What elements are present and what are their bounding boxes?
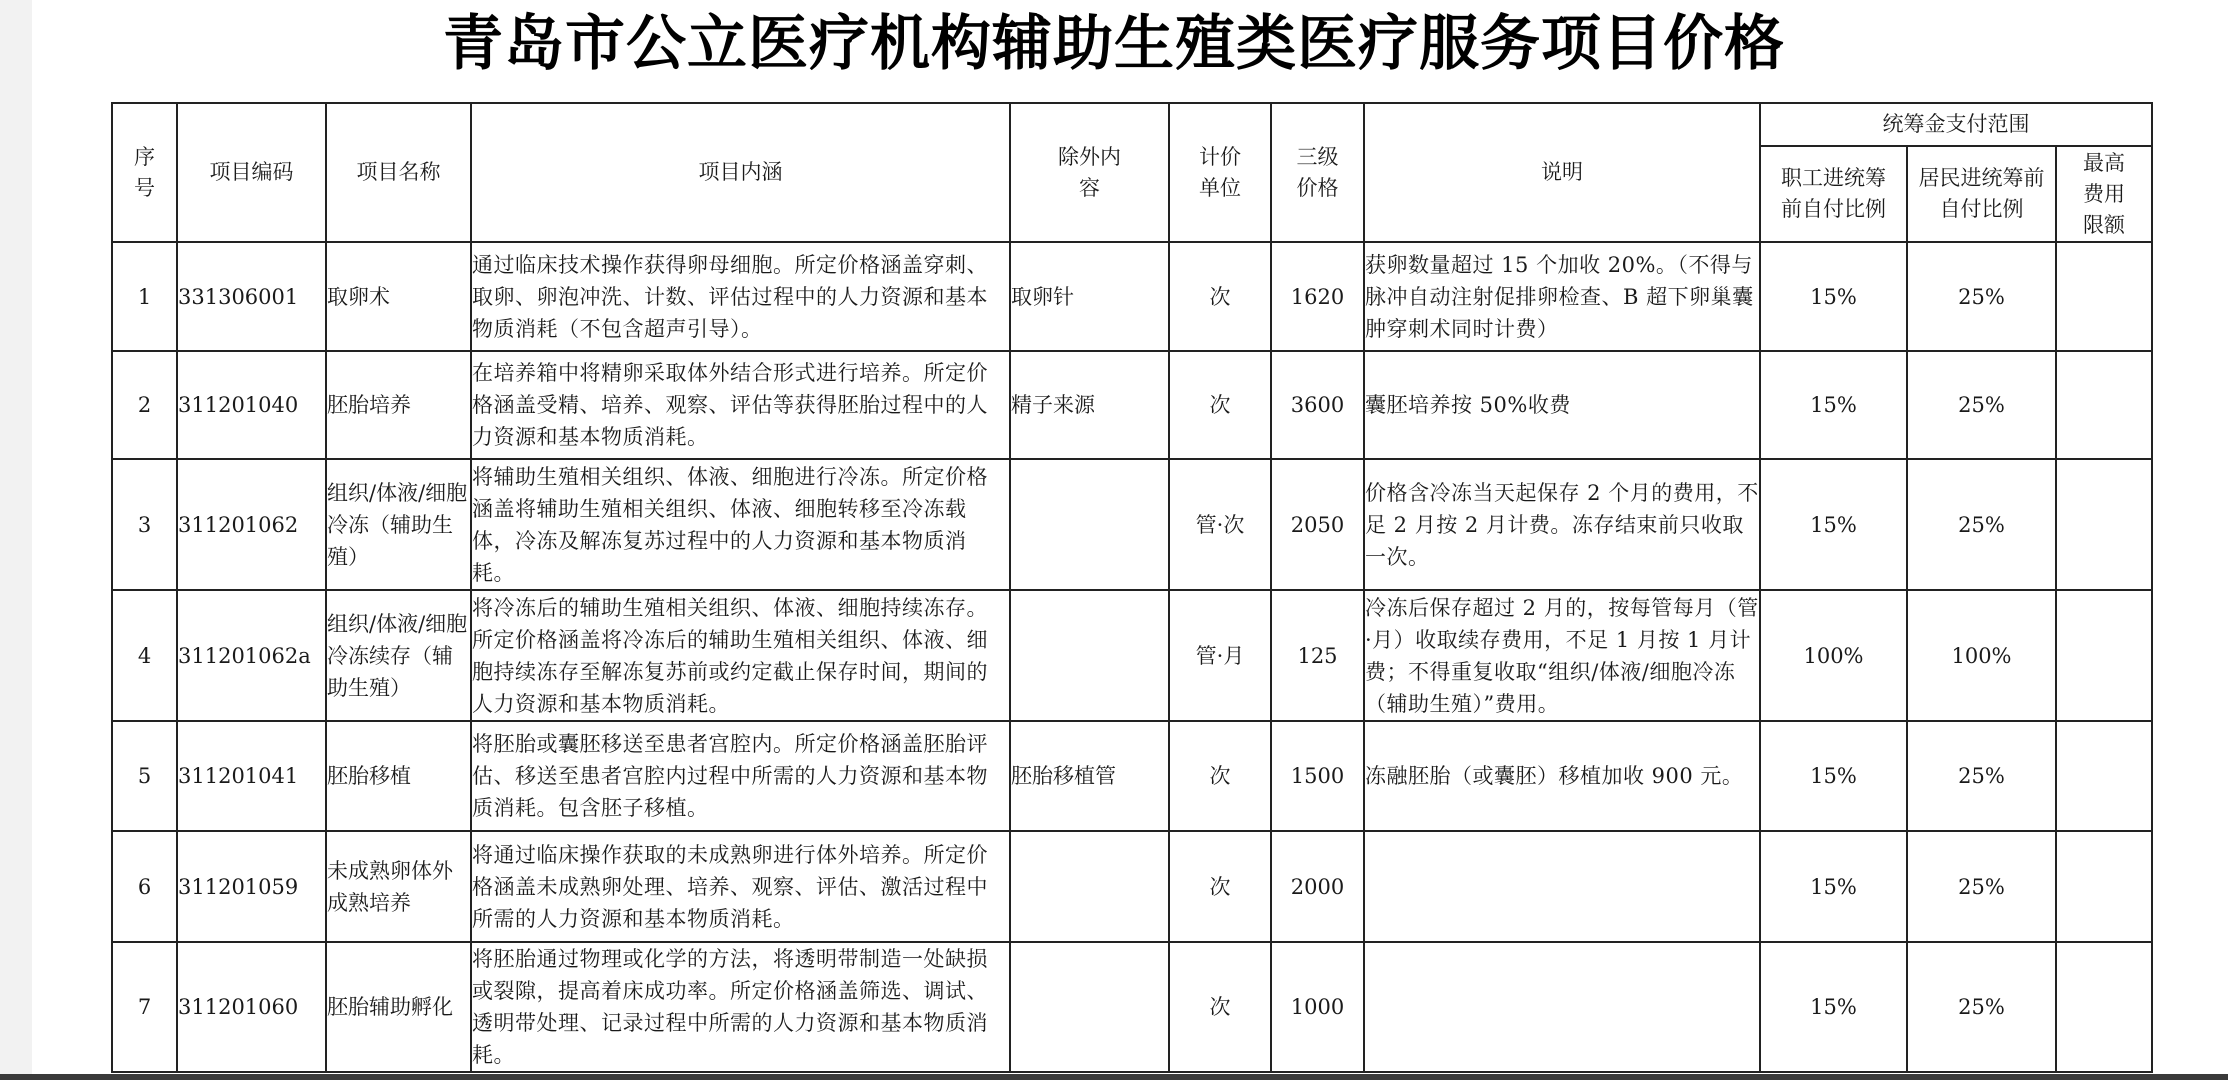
cell-unit: 次	[1169, 242, 1271, 351]
cell-code: 311201040	[177, 351, 326, 459]
cell-name: 胚胎移植	[326, 721, 471, 831]
cell-excluded	[1010, 831, 1169, 942]
cell-price: 1500	[1271, 721, 1364, 831]
cell-notes: 囊胚培养按 50%收费	[1364, 351, 1760, 459]
header-excluded: 除外内容	[1010, 103, 1169, 242]
cell-max-limit	[2056, 721, 2152, 831]
cell-max-limit	[2056, 590, 2152, 721]
cell-max-limit	[2056, 242, 2152, 351]
cell-seq: 7	[112, 942, 177, 1072]
cell-seq: 1	[112, 242, 177, 351]
cell-price: 2000	[1271, 831, 1364, 942]
cell-seq: 2	[112, 351, 177, 459]
cell-notes	[1364, 831, 1760, 942]
header-price: 三级价格	[1271, 103, 1364, 242]
cell-resident-ratio: 25%	[1907, 721, 2056, 831]
cell-name: 组织/体液/细胞冷冻续存（辅助生殖）	[326, 590, 471, 721]
price-table	[111, 102, 2153, 1073]
cell-resident-ratio: 25%	[1907, 459, 2056, 590]
cell-employee-ratio: 15%	[1760, 831, 1907, 942]
header-fund-group: 统筹金支付范围	[1760, 103, 2152, 146]
cell-excluded	[1010, 459, 1169, 590]
cell-max-limit	[2056, 831, 2152, 942]
table-row	[112, 721, 2152, 831]
cell-resident-ratio: 25%	[1907, 242, 2056, 351]
cell-max-limit	[2056, 351, 2152, 459]
cell-unit: 次	[1169, 721, 1271, 831]
cell-price: 2050	[1271, 459, 1364, 590]
cell-content: 将辅助生殖相关组织、体液、细胞进行冷冻。所定价格涵盖将辅助生殖相关组织、体液、细胞转移至冷冻载体，冷冻及解冻复苏过程中的人力资源和基本物质消耗。	[471, 459, 1010, 590]
header-employee-ratio: 职工进统筹前自付比例	[1760, 146, 1907, 242]
cell-price: 125	[1271, 590, 1364, 721]
cell-price: 1000	[1271, 942, 1364, 1072]
cell-content: 在培养箱中将精卵采取体外结合形式进行培养。所定价格涵盖受精、培养、观察、评估等获得胚胎过程中的人力资源和基本物质消耗。	[471, 351, 1010, 459]
table-row	[112, 459, 2152, 590]
cell-seq: 5	[112, 721, 177, 831]
cell-resident-ratio: 25%	[1907, 831, 2056, 942]
header-name: 项目名称	[326, 103, 471, 242]
cell-name: 胚胎培养	[326, 351, 471, 459]
cell-code: 311201059	[177, 831, 326, 942]
cell-name: 未成熟卵体外成熟培养	[326, 831, 471, 942]
cell-code: 331306001	[177, 242, 326, 351]
cell-seq: 6	[112, 831, 177, 942]
header-content: 项目内涵	[471, 103, 1010, 242]
cell-unit: 管·月	[1169, 590, 1271, 721]
header-row-1	[112, 103, 2152, 146]
left-margin-strip	[0, 0, 32, 1080]
cell-employee-ratio: 100%	[1760, 590, 1907, 721]
cell-resident-ratio: 100%	[1907, 590, 2056, 721]
cell-price: 1620	[1271, 242, 1364, 351]
cell-content: 将冷冻后的辅助生殖相关组织、体液、细胞持续冻存。所定价格涵盖将冷冻后的辅助生殖相关组织、体液、细胞持续冻存至解冻复苏前或约定截止保存时间，期间的人力资源和基本物质消耗。	[471, 590, 1010, 721]
cell-price: 3600	[1271, 351, 1364, 459]
cell-code: 311201041	[177, 721, 326, 831]
table-row	[112, 590, 2152, 721]
cell-notes	[1364, 942, 1760, 1072]
cell-notes: 冷冻后保存超过 2 月的，按每管每月（管·月）收取续存费用，不足 1 月按 1 月计费；不得重复收取“组织/体液/细胞冷冻（辅助生殖）”费用。	[1364, 590, 1760, 721]
cell-content: 通过临床技术操作获得卵母细胞。所定价格涵盖穿刺、取卵、卵泡冲洗、计数、评估过程中的人力资源和基本物质消耗（不包含超声引导）。	[471, 242, 1010, 351]
cell-employee-ratio: 15%	[1760, 942, 1907, 1072]
cell-max-limit	[2056, 942, 2152, 1072]
cell-unit: 管·次	[1169, 459, 1271, 590]
cell-name: 组织/体液/细胞冷冻（辅助生殖）	[326, 459, 471, 590]
cell-excluded	[1010, 942, 1169, 1072]
cell-max-limit	[2056, 459, 2152, 590]
cell-name: 胚胎辅助孵化	[326, 942, 471, 1072]
table-row	[112, 831, 2152, 942]
cell-content: 将胚胎或囊胚移送至患者宫腔内。所定价格涵盖胚胎评估、移送至患者宫腔内过程中所需的人力资源和基本物质消耗。包含胚子移植。	[471, 721, 1010, 831]
table-row	[112, 351, 2152, 459]
cell-content: 将胚胎通过物理或化学的方法，将透明带制造一处缺损或裂隙，提高着床成功率。所定价格涵盖筛选、调试、透明带处理、记录过程中所需的人力资源和基本物质消耗。	[471, 942, 1010, 1072]
cell-excluded: 精子来源	[1010, 351, 1169, 459]
cell-seq: 3	[112, 459, 177, 590]
cell-excluded: 取卵针	[1010, 242, 1169, 351]
header-max-limit: 最高费用限额	[2056, 146, 2152, 242]
cell-notes: 冻融胚胎（或囊胚）移植加收 900 元。	[1364, 721, 1760, 831]
cell-code: 311201062a	[177, 590, 326, 721]
bottom-edge-bar	[0, 1074, 2228, 1080]
header-resident-ratio: 居民进统筹前自付比例	[1907, 146, 2056, 242]
header-notes: 说明	[1364, 103, 1760, 242]
header-unit: 计价单位	[1169, 103, 1271, 242]
cell-resident-ratio: 25%	[1907, 942, 2056, 1072]
header-code: 项目编码	[177, 103, 326, 242]
cell-resident-ratio: 25%	[1907, 351, 2056, 459]
cell-employee-ratio: 15%	[1760, 242, 1907, 351]
cell-employee-ratio: 15%	[1760, 721, 1907, 831]
table-row	[112, 942, 2152, 1072]
cell-unit: 次	[1169, 351, 1271, 459]
cell-code: 311201062	[177, 459, 326, 590]
cell-excluded: 胚胎移植管	[1010, 721, 1169, 831]
cell-seq: 4	[112, 590, 177, 721]
cell-name: 取卵术	[326, 242, 471, 351]
cell-code: 311201060	[177, 942, 326, 1072]
cell-notes: 获卵数量超过 15 个加收 20%。（不得与脉冲自动注射促排卵检查、B 超下卵巢囊肿穿刺术同时计费）	[1364, 242, 1760, 351]
page-title: 青岛市公立医疗机构辅助生殖类医疗服务项目价格	[443, 9, 1785, 79]
cell-unit: 次	[1169, 831, 1271, 942]
cell-employee-ratio: 15%	[1760, 351, 1907, 459]
cell-unit: 次	[1169, 942, 1271, 1072]
header-seq: 序号	[112, 103, 177, 242]
cell-excluded	[1010, 590, 1169, 721]
cell-content: 将通过临床操作获取的未成熟卵进行体外培养。所定价格涵盖未成熟卵处理、培养、观察、评估、激活过程中所需的人力资源和基本物质消耗。	[471, 831, 1010, 942]
cell-employee-ratio: 15%	[1760, 459, 1907, 590]
cell-notes: 价格含冷冻当天起保存 2 个月的费用，不足 2 月按 2 月计费。冻存结束前只收取一次。	[1364, 459, 1760, 590]
table-row	[112, 242, 2152, 351]
